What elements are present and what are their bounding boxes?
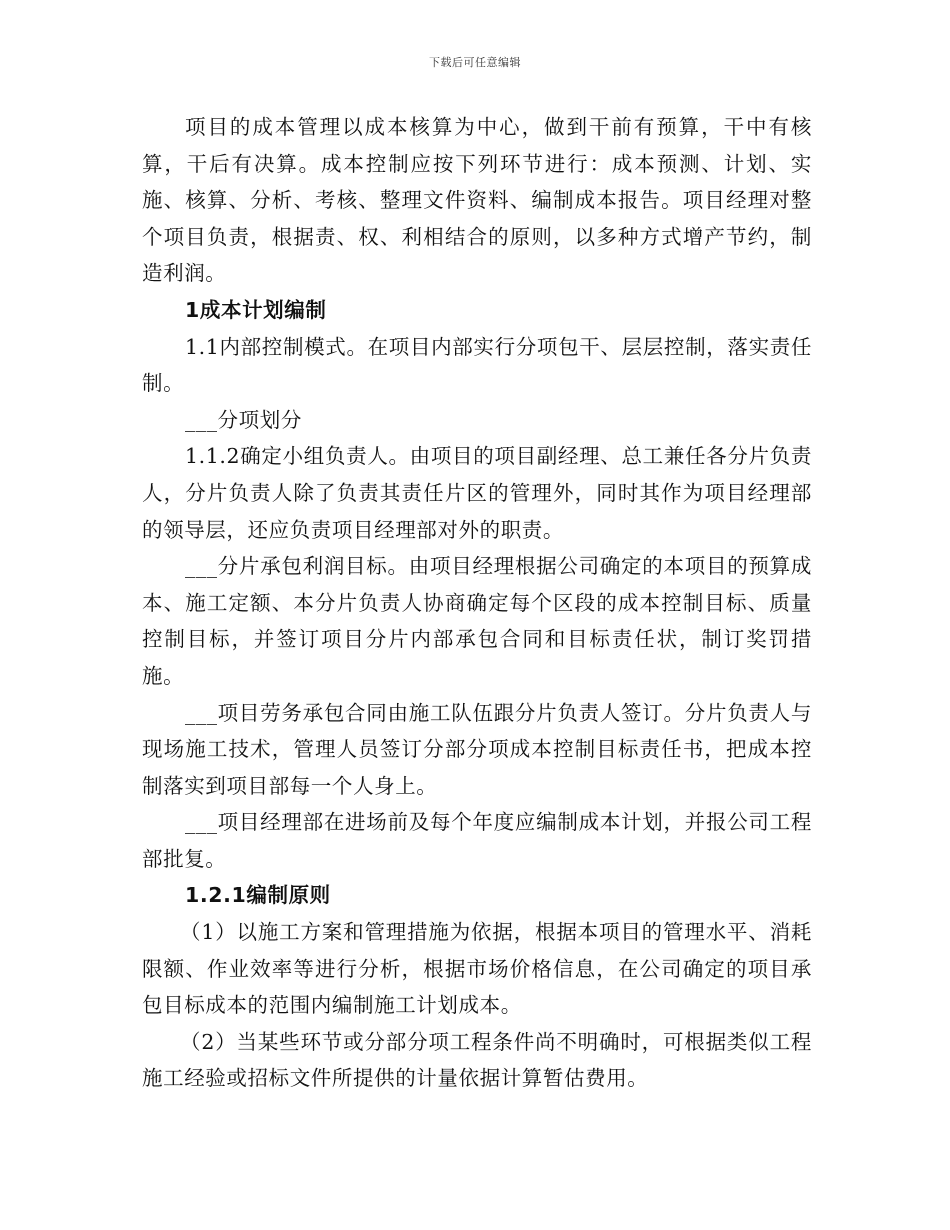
paragraph-internal-control: 1.1内部控制模式。在项目内部实行分项包干、层层控制，落实责任制。 (142, 334, 812, 396)
paragraph-labor-contract: ___项目劳务承包合同由施工队伍跟分片负责人签订。分片负责人与现场施工技术，管理人员签订分部分项成本控制目标责任书，把成本控制落实到项目部每一个人身上。 (142, 700, 812, 798)
paragraph-annual-plan: ___项目经理部在进场前及每个年度应编制成本计划，并报公司工程部批复。 (142, 810, 812, 871)
paragraph-team-leader: 1.1.2确定小组负责人。由项目的项目副经理、总工兼任各分片负责人，分片负责人除了负责其责任片区的管理外，同时其作为项目经理部的领导层，还应负责项目经理部对外的职责。 (142, 444, 812, 542)
section-heading-principles: 1.2.1编制原则 (185, 883, 331, 908)
paragraph-profit-target: ___分片承包利润目标。由项目经理根据公司确定的本项目的预算成本、施工定额、本分片负责人协商确定每个区段的成本控制目标、质量控制目标，并签订项目分片内部承包合同和目标责任状，制订奖罚措施。 (142, 554, 812, 688)
intro-paragraph: 项目的成本管理以成本核算为中心，做到干前有预算，干中有核算，干后有决算。成本控制应按下列环节进行：成本预测、计划、实施、核算、分析、考核、整理文件资料、编制成本报告。项目经理对整个项目负责，根据责、权、利相结合的原则，以多种方式增产节约，制造利润。 (142, 115, 812, 286)
document-body (142, 109, 812, 1097)
paragraph-item-division: ___分项划分 (185, 407, 302, 432)
principle-item-2: （2）当某些环节或分部分项工程条件尚不明确时，可根据类似工程施工经验或招标文件所提供的计量依据计算暂估费用。 (142, 1029, 812, 1091)
principle-item-1: （1）以施工方案和管理措施为依据，根据本项目的管理水平、消耗限额、作业效率等进行分析，根据市场价格信息，在公司确定的项目承包目标成本的范围内编制施工计划成本。 (142, 920, 812, 1018)
section-heading-cost-plan: 1成本计划编制 (185, 297, 327, 322)
download-note: 下载后可任意编辑 (429, 56, 521, 69)
